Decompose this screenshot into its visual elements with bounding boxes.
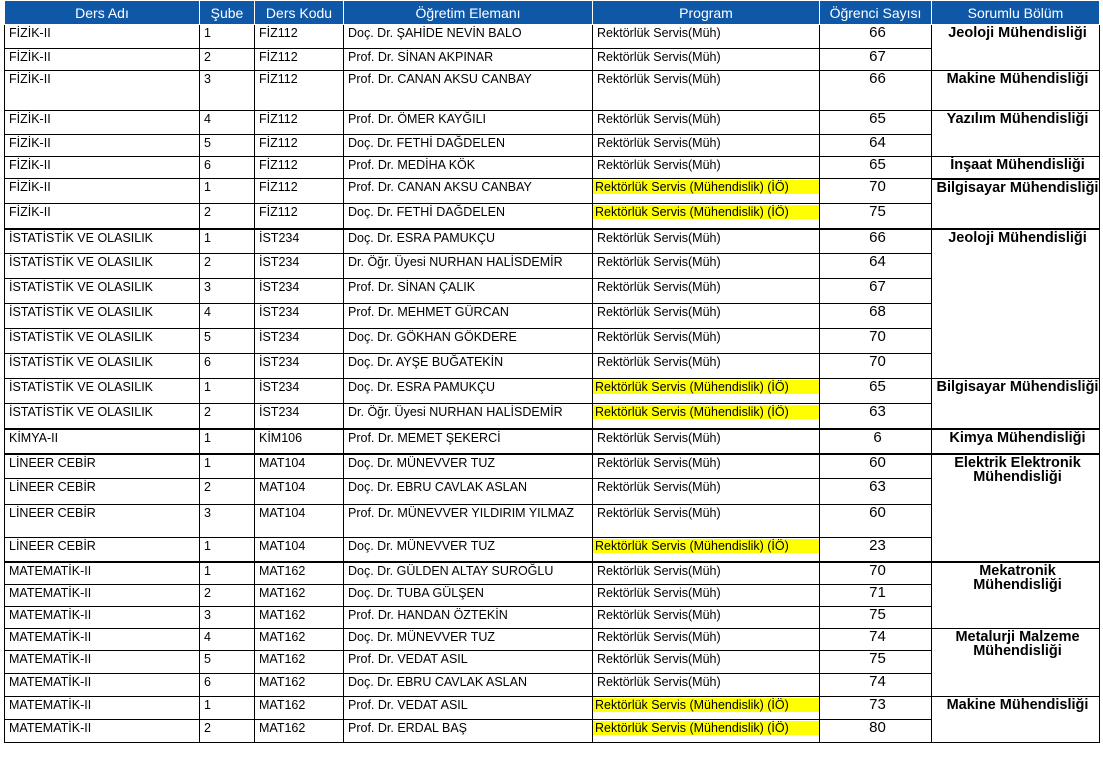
course-name-cell: MATEMATİK-II <box>5 607 200 629</box>
student-count-cell: 60 <box>820 454 932 479</box>
section-cell: 2 <box>200 204 255 229</box>
instructor-cell: Doç. Dr. MÜNEVVER TUZ <box>344 538 593 562</box>
course-name-cell: İSTATİSTİK VE OLASILIK <box>5 279 200 304</box>
course-code-cell: FİZ112 <box>255 111 344 135</box>
section-cell: 2 <box>200 585 255 607</box>
student-count-cell: 68 <box>820 304 932 329</box>
student-count-cell: 6 <box>820 429 932 454</box>
course-code-cell: MAT162 <box>255 562 344 585</box>
table-row <box>5 454 1100 479</box>
student-count-cell: 66 <box>820 229 932 254</box>
section-cell: 3 <box>200 71 255 111</box>
course-name-cell: FİZİK-II <box>5 135 200 157</box>
instructor-cell: Doç. Dr. ESRA PAMUKÇU <box>344 379 593 404</box>
table-row <box>5 229 1100 254</box>
student-count-cell: 75 <box>820 607 932 629</box>
program-cell: Rektörlük Servis(Müh) <box>593 279 820 304</box>
instructor-cell: Prof. Dr. MEMET ŞEKERCİ <box>344 429 593 454</box>
course-name-cell: İSTATİSTİK VE OLASILIK <box>5 379 200 404</box>
course-name-cell: LİNEER CEBİR <box>5 454 200 479</box>
student-count-cell: 66 <box>820 71 932 111</box>
table-row <box>5 25 1100 49</box>
instructor-cell: Prof. Dr. MÜNEVVER YILDIRIM YILMAZ <box>344 505 593 538</box>
course-name-cell: MATEMATİK-II <box>5 651 200 674</box>
course-code-cell: İST234 <box>255 379 344 404</box>
course-code-cell: MAT162 <box>255 651 344 674</box>
section-cell: 1 <box>200 454 255 479</box>
section-cell: 2 <box>200 720 255 743</box>
course-code-cell: MAT104 <box>255 454 344 479</box>
course-code-cell: FİZ112 <box>255 49 344 71</box>
student-count-cell: 70 <box>820 562 932 585</box>
course-code-cell: İST234 <box>255 279 344 304</box>
course-name-cell: FİZİK-II <box>5 49 200 71</box>
student-count-cell: 66 <box>820 25 932 49</box>
table-row <box>5 562 1100 585</box>
section-cell: 1 <box>200 25 255 49</box>
course-name-cell: İSTATİSTİK VE OLASILIK <box>5 229 200 254</box>
course-name-cell: İSTATİSTİK VE OLASILIK <box>5 329 200 354</box>
section-cell: 1 <box>200 562 255 585</box>
header-student-count: Öğrenci Sayısı <box>820 1 932 25</box>
highlighted-program-label: Rektörlük Servis (Mühendislik) (İÖ) <box>593 539 819 553</box>
responsible-department-cell: Kimya Mühendisliği <box>932 429 1100 454</box>
course-code-cell: İST234 <box>255 229 344 254</box>
course-code-cell: FİZ112 <box>255 157 344 179</box>
program-cell: Rektörlük Servis(Müh) <box>593 135 820 157</box>
course-name-cell: İSTATİSTİK VE OLASILIK <box>5 304 200 329</box>
student-count-cell: 23 <box>820 538 932 562</box>
section-cell: 6 <box>200 354 255 379</box>
course-table-container <box>4 0 1100 743</box>
course-name-cell: LİNEER CEBİR <box>5 505 200 538</box>
course-code-cell: MAT104 <box>255 505 344 538</box>
student-count-cell: 70 <box>820 179 932 204</box>
course-code-cell: FİZ112 <box>255 135 344 157</box>
responsible-department-cell: Makine Mühendisliği <box>932 71 1100 111</box>
table-row <box>5 379 1100 404</box>
highlighted-program-label: Rektörlük Servis (Mühendislik) (İÖ) <box>593 380 819 394</box>
student-count-cell: 80 <box>820 720 932 743</box>
course-code-cell: FİZ112 <box>255 204 344 229</box>
student-count-cell: 64 <box>820 135 932 157</box>
student-count-cell: 60 <box>820 505 932 538</box>
course-code-cell: İST234 <box>255 329 344 354</box>
course-code-cell: FİZ112 <box>255 71 344 111</box>
student-count-cell: 70 <box>820 354 932 379</box>
program-cell: Rektörlük Servis(Müh) <box>593 354 820 379</box>
program-cell: Rektörlük Servis(Müh) <box>593 254 820 279</box>
highlighted-program-label: Rektörlük Servis (Mühendislik) (İÖ) <box>593 698 819 712</box>
instructor-cell: Prof. Dr. ERDAL BAŞ <box>344 720 593 743</box>
instructor-cell: Dr. Öğr. Üyesi NURHAN HALİSDEMİR <box>344 404 593 429</box>
responsible-department-cell: Metalurji Malzeme Mühendisliği <box>932 629 1100 697</box>
section-cell: 1 <box>200 697 255 720</box>
course-name-cell: MATEMATİK-II <box>5 629 200 651</box>
section-cell: 1 <box>200 429 255 454</box>
student-count-cell: 70 <box>820 329 932 354</box>
instructor-cell: Prof. Dr. CANAN AKSU CANBAY <box>344 179 593 204</box>
course-code-cell: MAT162 <box>255 629 344 651</box>
table-row <box>5 697 1100 720</box>
course-code-cell: MAT162 <box>255 720 344 743</box>
table-row <box>5 429 1100 454</box>
responsible-department-cell: Jeoloji Mühendisliği <box>932 229 1100 379</box>
program-cell <box>593 720 820 743</box>
course-name-cell: FİZİK-II <box>5 157 200 179</box>
course-name-cell: İSTATİSTİK VE OLASILIK <box>5 254 200 279</box>
responsible-department-cell: Makine Mühendisliği <box>932 697 1100 743</box>
program-cell: Rektörlük Servis(Müh) <box>593 329 820 354</box>
course-name-cell: KİMYA-II <box>5 429 200 454</box>
instructor-cell: Doç. Dr. ŞAHİDE NEVİN BALO <box>344 25 593 49</box>
student-count-cell: 67 <box>820 49 932 71</box>
responsible-department-cell: Bilgisayar Mühendisliği <box>932 179 1100 229</box>
instructor-cell: Prof. Dr. MEDİHA KÖK <box>344 157 593 179</box>
table-row <box>5 179 1100 204</box>
instructor-cell: Doç. Dr. TUBA GÜLŞEN <box>344 585 593 607</box>
section-cell: 6 <box>200 157 255 179</box>
section-cell: 1 <box>200 179 255 204</box>
course-code-cell: İST234 <box>255 304 344 329</box>
responsible-department-cell: Jeoloji Mühendisliği <box>932 25 1100 71</box>
responsible-department-cell: İnşaat Mühendisliği <box>932 157 1100 179</box>
program-cell: Rektörlük Servis(Müh) <box>593 49 820 71</box>
instructor-cell: Prof. Dr. HANDAN ÖZTEKİN <box>344 607 593 629</box>
course-name-cell: FİZİK-II <box>5 111 200 135</box>
table-row <box>5 629 1100 651</box>
student-count-cell: 75 <box>820 651 932 674</box>
course-code-cell: MAT162 <box>255 585 344 607</box>
table-row <box>5 157 1100 179</box>
header-program: Program <box>593 1 820 25</box>
course-name-cell: FİZİK-II <box>5 25 200 49</box>
program-cell <box>593 379 820 404</box>
program-cell: Rektörlük Servis(Müh) <box>593 562 820 585</box>
course-code-cell: İST234 <box>255 404 344 429</box>
course-name-cell: MATEMATİK-II <box>5 585 200 607</box>
header-instructor: Öğretim Elemanı <box>344 1 593 25</box>
program-cell: Rektörlük Servis(Müh) <box>593 629 820 651</box>
student-count-cell: 73 <box>820 697 932 720</box>
header-course-name: Ders Adı <box>5 1 200 25</box>
section-cell: 4 <box>200 111 255 135</box>
program-cell: Rektörlük Servis(Müh) <box>593 429 820 454</box>
instructor-cell: Doç. Dr. AYŞE BUĞATEKİN <box>344 354 593 379</box>
student-count-cell: 67 <box>820 279 932 304</box>
course-code-cell: MAT104 <box>255 538 344 562</box>
course-name-cell: İSTATİSTİK VE OLASILIK <box>5 404 200 429</box>
student-count-cell: 65 <box>820 157 932 179</box>
section-cell: 4 <box>200 629 255 651</box>
course-code-cell: KİM106 <box>255 429 344 454</box>
course-name-cell: İSTATİSTİK VE OLASILIK <box>5 354 200 379</box>
section-cell: 5 <box>200 651 255 674</box>
course-code-cell: FİZ112 <box>255 179 344 204</box>
course-name-cell: LİNEER CEBİR <box>5 479 200 505</box>
instructor-cell: Doç. Dr. MÜNEVVER TUZ <box>344 454 593 479</box>
program-cell: Rektörlük Servis(Müh) <box>593 25 820 49</box>
program-cell: Rektörlük Servis(Müh) <box>593 304 820 329</box>
section-cell: 3 <box>200 279 255 304</box>
instructor-cell: Doç. Dr. EBRU CAVLAK ASLAN <box>344 674 593 697</box>
instructor-cell: Prof. Dr. CANAN AKSU CANBAY <box>344 71 593 111</box>
table-header-row <box>5 1 1100 25</box>
program-cell <box>593 179 820 204</box>
instructor-cell: Doç. Dr. FETHİ DAĞDELEN <box>344 204 593 229</box>
instructor-cell: Prof. Dr. VEDAT ASIL <box>344 697 593 720</box>
course-code-cell: İST234 <box>255 254 344 279</box>
student-count-cell: 74 <box>820 674 932 697</box>
section-cell: 2 <box>200 404 255 429</box>
course-code-cell: MAT162 <box>255 697 344 720</box>
course-name-cell: LİNEER CEBİR <box>5 538 200 562</box>
program-cell: Rektörlük Servis(Müh) <box>593 479 820 505</box>
section-cell: 1 <box>200 538 255 562</box>
highlighted-program-label: Rektörlük Servis (Mühendislik) (İÖ) <box>593 205 819 219</box>
instructor-cell: Doç. Dr. ESRA PAMUKÇU <box>344 229 593 254</box>
instructor-cell: Doç. Dr. FETHİ DAĞDELEN <box>344 135 593 157</box>
student-count-cell: 63 <box>820 479 932 505</box>
program-cell: Rektörlük Servis(Müh) <box>593 585 820 607</box>
instructor-cell: Prof. Dr. SİNAN AKPINAR <box>344 49 593 71</box>
course-name-cell: MATEMATİK-II <box>5 674 200 697</box>
course-name-cell: FİZİK-II <box>5 179 200 204</box>
instructor-cell: Dr. Öğr. Üyesi NURHAN HALİSDEMİR <box>344 254 593 279</box>
course-name-cell: FİZİK-II <box>5 204 200 229</box>
responsible-department-cell: Elektrik Elektronik Mühendisliği <box>932 454 1100 562</box>
program-cell: Rektörlük Servis(Müh) <box>593 111 820 135</box>
section-cell: 2 <box>200 254 255 279</box>
student-count-cell: 75 <box>820 204 932 229</box>
program-cell <box>593 204 820 229</box>
program-cell: Rektörlük Servis(Müh) <box>593 157 820 179</box>
section-cell: 3 <box>200 505 255 538</box>
program-cell: Rektörlük Servis(Müh) <box>593 505 820 538</box>
table-body <box>5 25 1100 743</box>
course-name-cell: MATEMATİK-II <box>5 697 200 720</box>
program-cell <box>593 697 820 720</box>
section-cell: 3 <box>200 607 255 629</box>
course-code-cell: İST234 <box>255 354 344 379</box>
section-cell: 1 <box>200 229 255 254</box>
header-responsible-department: Sorumlu Bölüm <box>932 1 1100 25</box>
program-cell: Rektörlük Servis(Müh) <box>593 71 820 111</box>
section-cell: 2 <box>200 49 255 71</box>
program-cell: Rektörlük Servis(Müh) <box>593 651 820 674</box>
instructor-cell: Prof. Dr. ÖMER KAYĞILI <box>344 111 593 135</box>
header-course-code: Ders Kodu <box>255 1 344 25</box>
instructor-cell: Prof. Dr. SİNAN ÇALIK <box>344 279 593 304</box>
student-count-cell: 74 <box>820 629 932 651</box>
highlighted-program-label: Rektörlük Servis (Mühendislik) (İÖ) <box>593 405 819 419</box>
highlighted-program-label: Rektörlük Servis (Mühendislik) (İÖ) <box>593 180 819 194</box>
instructor-cell: Doç. Dr. MÜNEVVER TUZ <box>344 629 593 651</box>
program-cell: Rektörlük Servis(Müh) <box>593 674 820 697</box>
responsible-department-cell: Bilgisayar Mühendisliği <box>932 379 1100 429</box>
program-cell: Rektörlük Servis(Müh) <box>593 229 820 254</box>
course-code-cell: MAT162 <box>255 674 344 697</box>
instructor-cell: Prof. Dr. VEDAT ASIL <box>344 651 593 674</box>
course-code-cell: MAT162 <box>255 607 344 629</box>
instructor-cell: Doç. Dr. GÜLDEN ALTAY SUROĞLU <box>344 562 593 585</box>
program-cell: Rektörlük Servis(Müh) <box>593 454 820 479</box>
section-cell: 2 <box>200 479 255 505</box>
instructor-cell: Doç. Dr. GÖKHAN GÖKDERE <box>344 329 593 354</box>
student-count-cell: 65 <box>820 111 932 135</box>
program-cell <box>593 538 820 562</box>
section-cell: 6 <box>200 674 255 697</box>
course-code-cell: FİZ112 <box>255 25 344 49</box>
section-cell: 5 <box>200 135 255 157</box>
section-cell: 4 <box>200 304 255 329</box>
instructor-cell: Doç. Dr. EBRU CAVLAK ASLAN <box>344 479 593 505</box>
table-row <box>5 111 1100 135</box>
course-code-cell: MAT104 <box>255 479 344 505</box>
header-section: Şube <box>200 1 255 25</box>
highlighted-program-label: Rektörlük Servis (Mühendislik) (İÖ) <box>593 721 819 735</box>
student-count-cell: 64 <box>820 254 932 279</box>
responsible-department-cell: Yazılım Mühendisliği <box>932 111 1100 157</box>
section-cell: 5 <box>200 329 255 354</box>
program-cell: Rektörlük Servis(Müh) <box>593 607 820 629</box>
responsible-department-cell: Mekatronik Mühendisliği <box>932 562 1100 629</box>
student-count-cell: 63 <box>820 404 932 429</box>
instructor-cell: Prof. Dr. MEHMET GÜRCAN <box>344 304 593 329</box>
course-assignment-table <box>4 0 1100 743</box>
table-row <box>5 71 1100 111</box>
course-name-cell: FİZİK-II <box>5 71 200 111</box>
program-cell <box>593 404 820 429</box>
course-name-cell: MATEMATİK-II <box>5 562 200 585</box>
course-name-cell: MATEMATİK-II <box>5 720 200 743</box>
student-count-cell: 65 <box>820 379 932 404</box>
section-cell: 1 <box>200 379 255 404</box>
student-count-cell: 71 <box>820 585 932 607</box>
